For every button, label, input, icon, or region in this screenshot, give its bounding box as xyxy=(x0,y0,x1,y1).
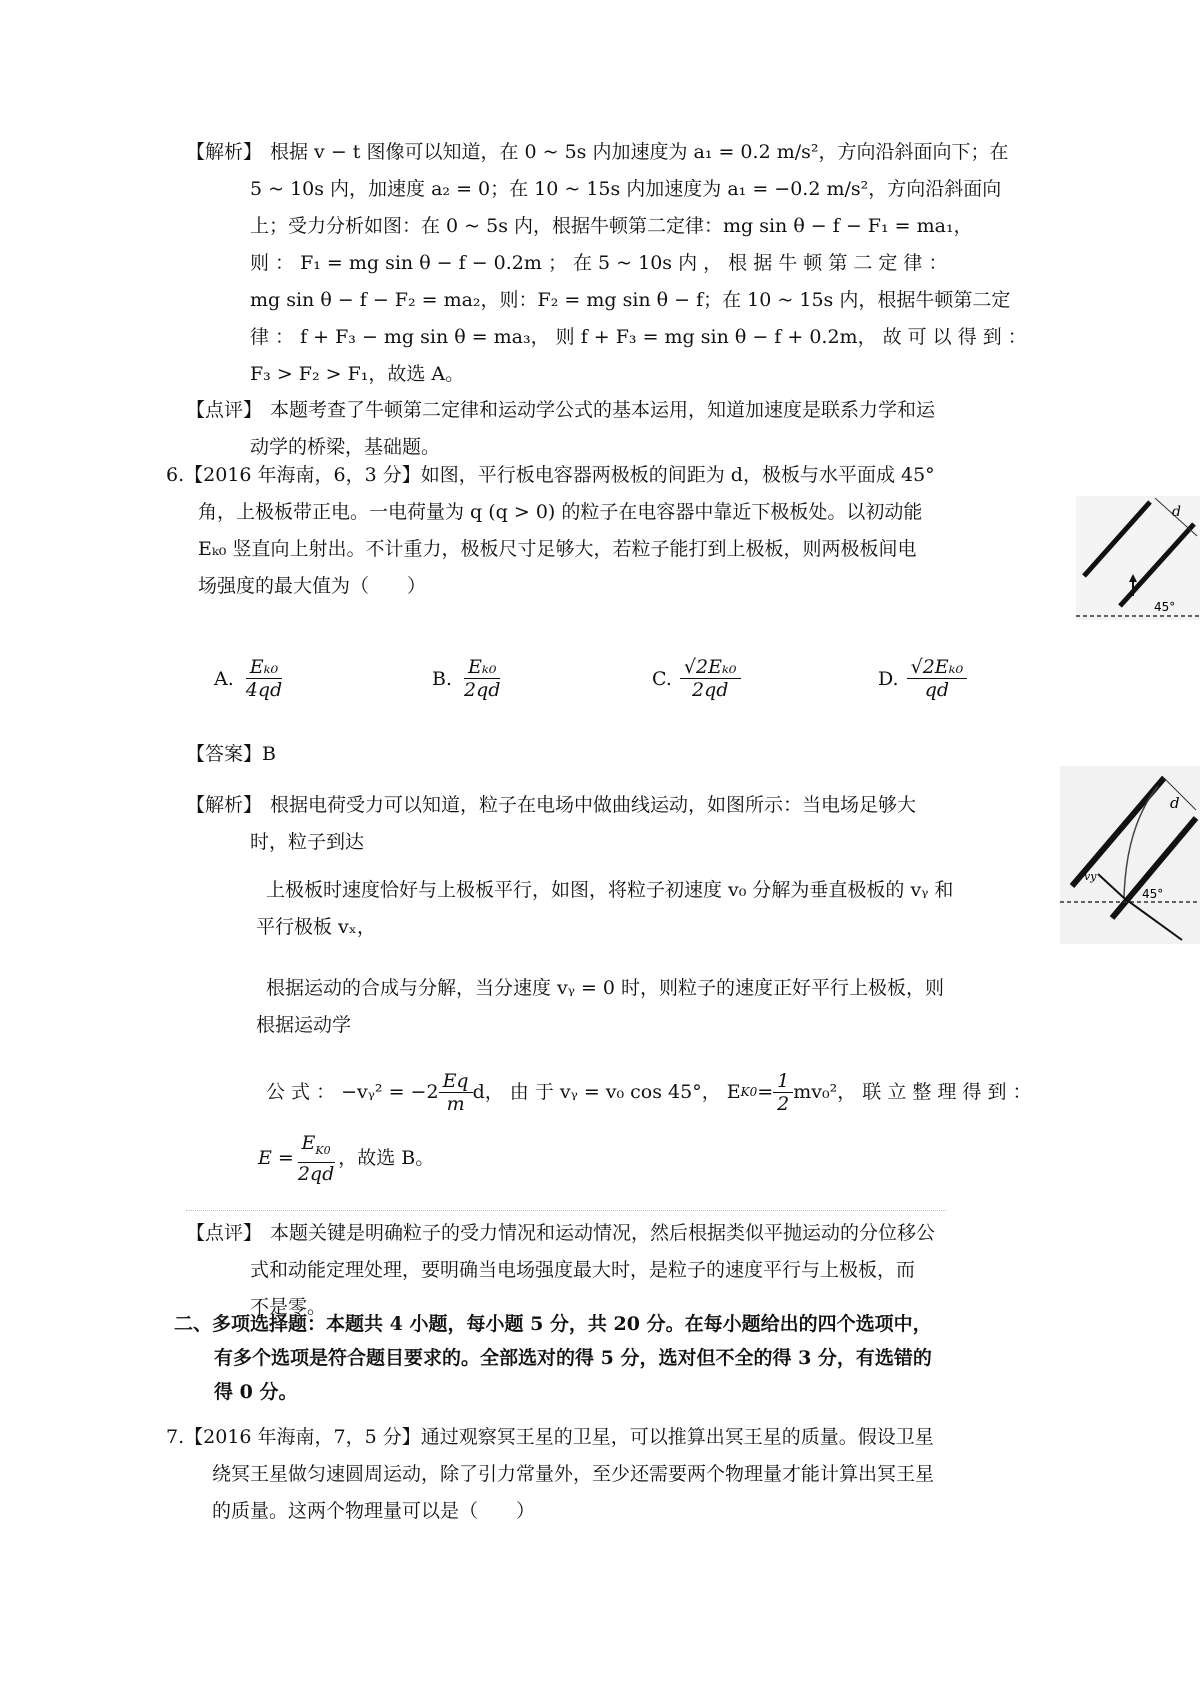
solution-tag: 【解析】 xyxy=(186,141,263,163)
section-line: 得 0 分。 xyxy=(214,1381,298,1403)
question-7-line-1 xyxy=(166,1419,946,1456)
choice-b[interactable] xyxy=(432,656,504,701)
solution-q6 xyxy=(186,787,942,861)
solution-line: 根据运动学 xyxy=(256,1014,352,1036)
question-number: 6. xyxy=(166,464,185,486)
fraction-numerator: 1 xyxy=(773,1070,793,1093)
choice-c[interactable] xyxy=(652,656,741,701)
question-line: 场强度的最大值为（ ） xyxy=(198,575,427,597)
choice-fraction xyxy=(242,656,286,701)
question-source: 【2016 年海南，6，3 分】 xyxy=(184,464,421,486)
question-text: 通过观察冥王星的卫星，可以推算出冥王星的质量。假设卫星 xyxy=(420,1426,934,1448)
solution-line: 5 ~ 10s 内，加速度 a₂ = 0；在 10 ~ 15s 内加速度为 a₁ = −0.2 m/s²，方向沿斜面向 xyxy=(250,178,1002,200)
fraction-denominator: m xyxy=(446,1093,465,1115)
fraction-denominator: 2qd xyxy=(297,1162,335,1185)
question-7 xyxy=(166,1419,946,1530)
solution-line: 根据电荷受力可以知道，粒子在电场中做曲线运动，如图所示：当电场足够大 xyxy=(270,794,917,816)
vy-label: vy xyxy=(1084,870,1097,883)
formula-text: E = xyxy=(258,1146,294,1169)
question-text: 如图，平行板电容器两极板的间距为 d，极板与水平面成 45° xyxy=(420,464,935,486)
formula-subscript: K0 xyxy=(740,1085,758,1099)
solution-line: 上；受力分析如图：在 0 ~ 5s 内，根据牛顿第二定律：mg sin θ − f − F₁ = ma₁， xyxy=(250,215,973,237)
solution-q5 xyxy=(186,134,1027,393)
review-line: 本题关键是明确粒子的受力情况和运动情况，然后根据类似平抛运动的分位移公 xyxy=(270,1222,936,1244)
formula-text: mv₀²， 联 立 整 理 得 到 ： xyxy=(793,1081,1032,1103)
solution-line: 根据运动的合成与分解，当分速度 vᵧ = 0 时，则粒子的速度正好平行上极板，则 xyxy=(266,977,945,999)
choice-fraction xyxy=(907,656,968,701)
solution-tag: 【解析】 xyxy=(186,794,263,816)
choice-label: C. xyxy=(652,667,672,690)
solution-line: 根据 v − t 图像可以知道，在 0 ~ 5s 内加速度为 a₁ = 0.2 m/s²，方向沿斜面向下；在 xyxy=(270,141,1009,163)
distance-label: d xyxy=(1172,504,1181,520)
answer-tag: 【答案】 xyxy=(186,743,263,765)
solution-q6-para-3 xyxy=(256,970,946,1044)
review-line: 动学的桥梁，基础题。 xyxy=(250,436,441,458)
question-line: Eₖ₀ 竖直向上射出。不计重力，极板尺寸足够大，若粒子能打到上极板，则两极板间电 xyxy=(198,538,917,560)
solution-line: 律 ： f + F₃ − mg sin θ = ma₃， 则 f + F₃ = mg sin θ − f + 0.2m， 故 可 以 得 到 ： xyxy=(250,326,1027,348)
fraction-numerator: √2Eₖ₀ xyxy=(907,656,968,679)
review-tag: 【点评】 xyxy=(186,1222,263,1244)
fraction-denominator: 2qd xyxy=(692,679,729,701)
question-6-line-1 xyxy=(166,457,946,494)
trajectory-figure xyxy=(1060,766,1200,944)
review-tag: 【点评】 xyxy=(186,399,263,421)
formula-fraction xyxy=(294,1132,338,1185)
angle-label: 45° xyxy=(1154,600,1176,614)
section-line: 二、多项选择题：本题共 4 小题，每小题 5 分，共 20 分。在每小题给出的四个选项中， xyxy=(174,1313,932,1335)
review-line: 不是零。 xyxy=(250,1296,327,1318)
choice-fraction xyxy=(460,656,504,701)
solution-line: 平行极板 vₓ， xyxy=(256,916,376,938)
question-line: 绕冥王星做匀速圆周运动，除了引力常量外，至少还需要两个物理量才能计算出冥王星 xyxy=(212,1463,935,1485)
formula-fraction xyxy=(773,1070,793,1115)
question-line: 角，上极板带正电。一电荷量为 q (q > 0) 的粒子在电容器中靠近下极板处。以初动能 xyxy=(198,501,923,523)
question-line: 的质量。这两个物理量可以是（ ） xyxy=(212,1500,536,1522)
formula-text: d， 由 于 vᵧ = v₀ cos 45°， E xyxy=(472,1081,741,1103)
question-number: 7. xyxy=(166,1426,185,1448)
formula-text: = xyxy=(757,1081,774,1103)
fraction-numerator: Eₖ₀ xyxy=(246,656,282,679)
numerator-subscript: K0 xyxy=(315,1143,331,1157)
fraction-denominator: 4qd xyxy=(245,679,283,701)
fraction-numerator: √2Eₖ₀ xyxy=(680,656,741,679)
solution-line: 上极板时速度恰好与上极板平行，如图，将粒子初速度 v₀ 分解为垂直极板的 vᵧ 和 xyxy=(266,879,954,901)
formula-fraction xyxy=(439,1070,473,1115)
review-q5 xyxy=(186,392,942,466)
solution-line: 时，粒子到达 xyxy=(250,831,365,853)
section-line: 有多个选项是符合题目要求的。全部选对的得 5 分，选对但不全的得 3 分，有选错的 xyxy=(214,1347,932,1369)
choice-d[interactable] xyxy=(878,656,967,701)
separator xyxy=(186,1210,946,1211)
choice-label: A. xyxy=(214,667,234,690)
formula-text: 公 式 ： −vᵧ² = −2 xyxy=(266,1081,439,1103)
choice-fraction xyxy=(680,656,741,701)
question-6 xyxy=(166,457,946,605)
angle-label: 45° xyxy=(1142,887,1164,901)
solution-q6-para-2 xyxy=(256,872,954,946)
formula-text: ，故选 B。 xyxy=(338,1146,435,1169)
fraction-denominator: qd xyxy=(924,679,950,701)
fraction-numerator xyxy=(298,1132,335,1163)
solution-q6-formula xyxy=(266,1070,1032,1115)
answer-q6 xyxy=(186,736,276,773)
question-source: 【2016 年海南，7，5 分】 xyxy=(184,1426,421,1448)
numerator-symbol: E xyxy=(301,1132,316,1154)
review-line: 式和动能定理处理，要明确当电场强度最大时，是粒子的速度平行与上极板，而 xyxy=(250,1259,916,1281)
fraction-numerator: Eq xyxy=(439,1070,473,1093)
choice-label: D. xyxy=(878,667,899,690)
review-line: 本题考查了牛顿第二定律和运动学公式的基本运用，知道加速度是联系力学和运 xyxy=(270,399,936,421)
fraction-denominator: 2 xyxy=(777,1093,790,1115)
choice-label: B. xyxy=(432,667,453,690)
section-heading xyxy=(174,1307,954,1409)
choice-a[interactable] xyxy=(214,656,286,701)
solution-line: F₃ > F₂ > F₁，故选 A。 xyxy=(250,363,465,385)
capacitor-figure xyxy=(1076,496,1200,620)
distance-label: d xyxy=(1170,794,1180,812)
solution-q6-result xyxy=(258,1132,434,1185)
solution-line: mg sin θ − f − F₂ = ma₂，则：F₂ = mg sin θ − f；在 10 ~ 15s 内，根据牛顿第二定 xyxy=(250,289,1011,311)
answer-value: B xyxy=(262,743,276,765)
fraction-denominator: 2qd xyxy=(464,679,501,701)
solution-line: 则 ： F₁ = mg sin θ − f − 0.2m ； 在 5 ~ 10s 内 ， 根 据 牛 顿 第 二 定 律 ： xyxy=(250,252,948,274)
fraction-numerator: Eₖ₀ xyxy=(464,656,500,679)
